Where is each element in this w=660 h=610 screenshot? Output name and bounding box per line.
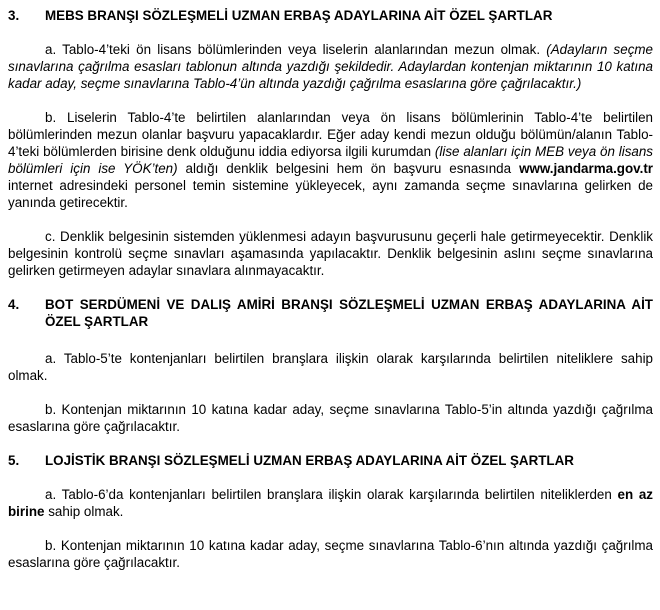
paragraph-text: a. Tablo-4’teki ön lisans bölümlerinden veya liselerin alanlarından mezun olmak.	[45, 42, 547, 57]
paragraph	[8, 41, 653, 92]
paragraph	[8, 350, 653, 384]
section-number: 5.	[8, 453, 20, 468]
section-heading	[8, 452, 653, 469]
paragraph	[8, 228, 653, 279]
paragraph-text: aldığı denklik belgesini hem ön başvuru esnasında	[177, 161, 520, 176]
paragraph	[8, 401, 653, 435]
document-page	[8, 7, 653, 571]
paragraph-text: a. Tablo-6’da kontenjanları belirtilen branşlara ilişkin olarak karşılarında belirtilen niteliklerden	[45, 487, 618, 502]
paragraph-text: a. Tablo-5’te kontenjanları belirtilen branşlara ilişkin olarak karşılarında belirtilen niteliklere sahip olmak.	[8, 351, 653, 383]
paragraph-text: b. Kontenjan miktarının 10 katına kadar aday, seçme sınavlarına Tablo-5’in altında yazdığı çağrılma esaslarına göre çağrılacaktır.	[8, 402, 653, 434]
paragraph-italic-note: (Adayların seçme sınavlarına çağrılma esasları tablonun altında yazdığı şekildedir. Adaylardan kontenjan miktarının 10 katına kadar aday, seçme sınavlarına Tablo-4’ün altında yazdığı çağrılma esaslarına göre çağrılacaktır.)	[8, 42, 653, 91]
paragraph-text: internet adresindeki personel temin sistemine yükleyecek, aynı zamanda seçme sınavlarına gelirken de yanında getirecektir.	[8, 178, 653, 210]
section-heading	[8, 7, 653, 24]
paragraph-italic-note: (lise alanları için MEB veya ön lisans bölümleri için ise YÖK’ten)	[8, 144, 653, 176]
emphasis-text: en az birine	[8, 487, 653, 519]
paragraph-text: b. Kontenjan miktarının 10 katına kadar aday, seçme sınavlarına Tablo-6’nın altında yazdığı çağrılma esaslarına göre çağrılacaktır.	[8, 538, 653, 570]
section-title: BOT SERDÜMENİ VE DALIŞ AMİRİ BRANŞI SÖZLEŞMELİ UZMAN ERBAŞ ADAYLARINA AİT ÖZEL ŞARTLAR	[45, 297, 653, 329]
paragraph-text: c. Denklik belgesinin sistemden yüklenmesi adayın başvurusunu geçerli hale getirmeyecektir. Denklik belgesinin kontrolü seçme sınavları aşamasında yapılacaktır. Denklik belgesinin aslını seçme sınavlarına gelirken getirmeyen adaylar sınavlara alınmayacaktır.	[8, 229, 653, 278]
section-title: MEBS BRANŞI SÖZLEŞMELİ UZMAN ERBAŞ ADAYLARINA AİT ÖZEL ŞARTLAR	[45, 8, 553, 23]
section-title: LOJİSTİK BRANŞI SÖZLEŞMELİ UZMAN ERBAŞ ADAYLARINA AİT ÖZEL ŞARTLAR	[45, 453, 574, 468]
paragraph	[8, 537, 653, 571]
paragraph-text: sahip olmak.	[44, 504, 124, 519]
website-url: www.jandarma.gov.tr	[519, 161, 653, 176]
section-number: 4.	[8, 297, 20, 312]
paragraph	[8, 109, 653, 211]
paragraph-text: b. Liselerin Tablo-4’te belirtilen alanlarından veya ön lisans bölümlerinin Tablo-4’te belirtilen bölümlerinden mezun olanlar başvuru yapacaklardır. Eğer aday kendi mezun olduğu bölümün/alanın Tablo-4’teki bölümlerden birisine denk olduğunu iddia ediyorsa ilgili kurumdan	[8, 110, 653, 159]
section-heading	[8, 296, 653, 330]
section-number: 3.	[8, 8, 20, 23]
paragraph	[8, 486, 653, 520]
